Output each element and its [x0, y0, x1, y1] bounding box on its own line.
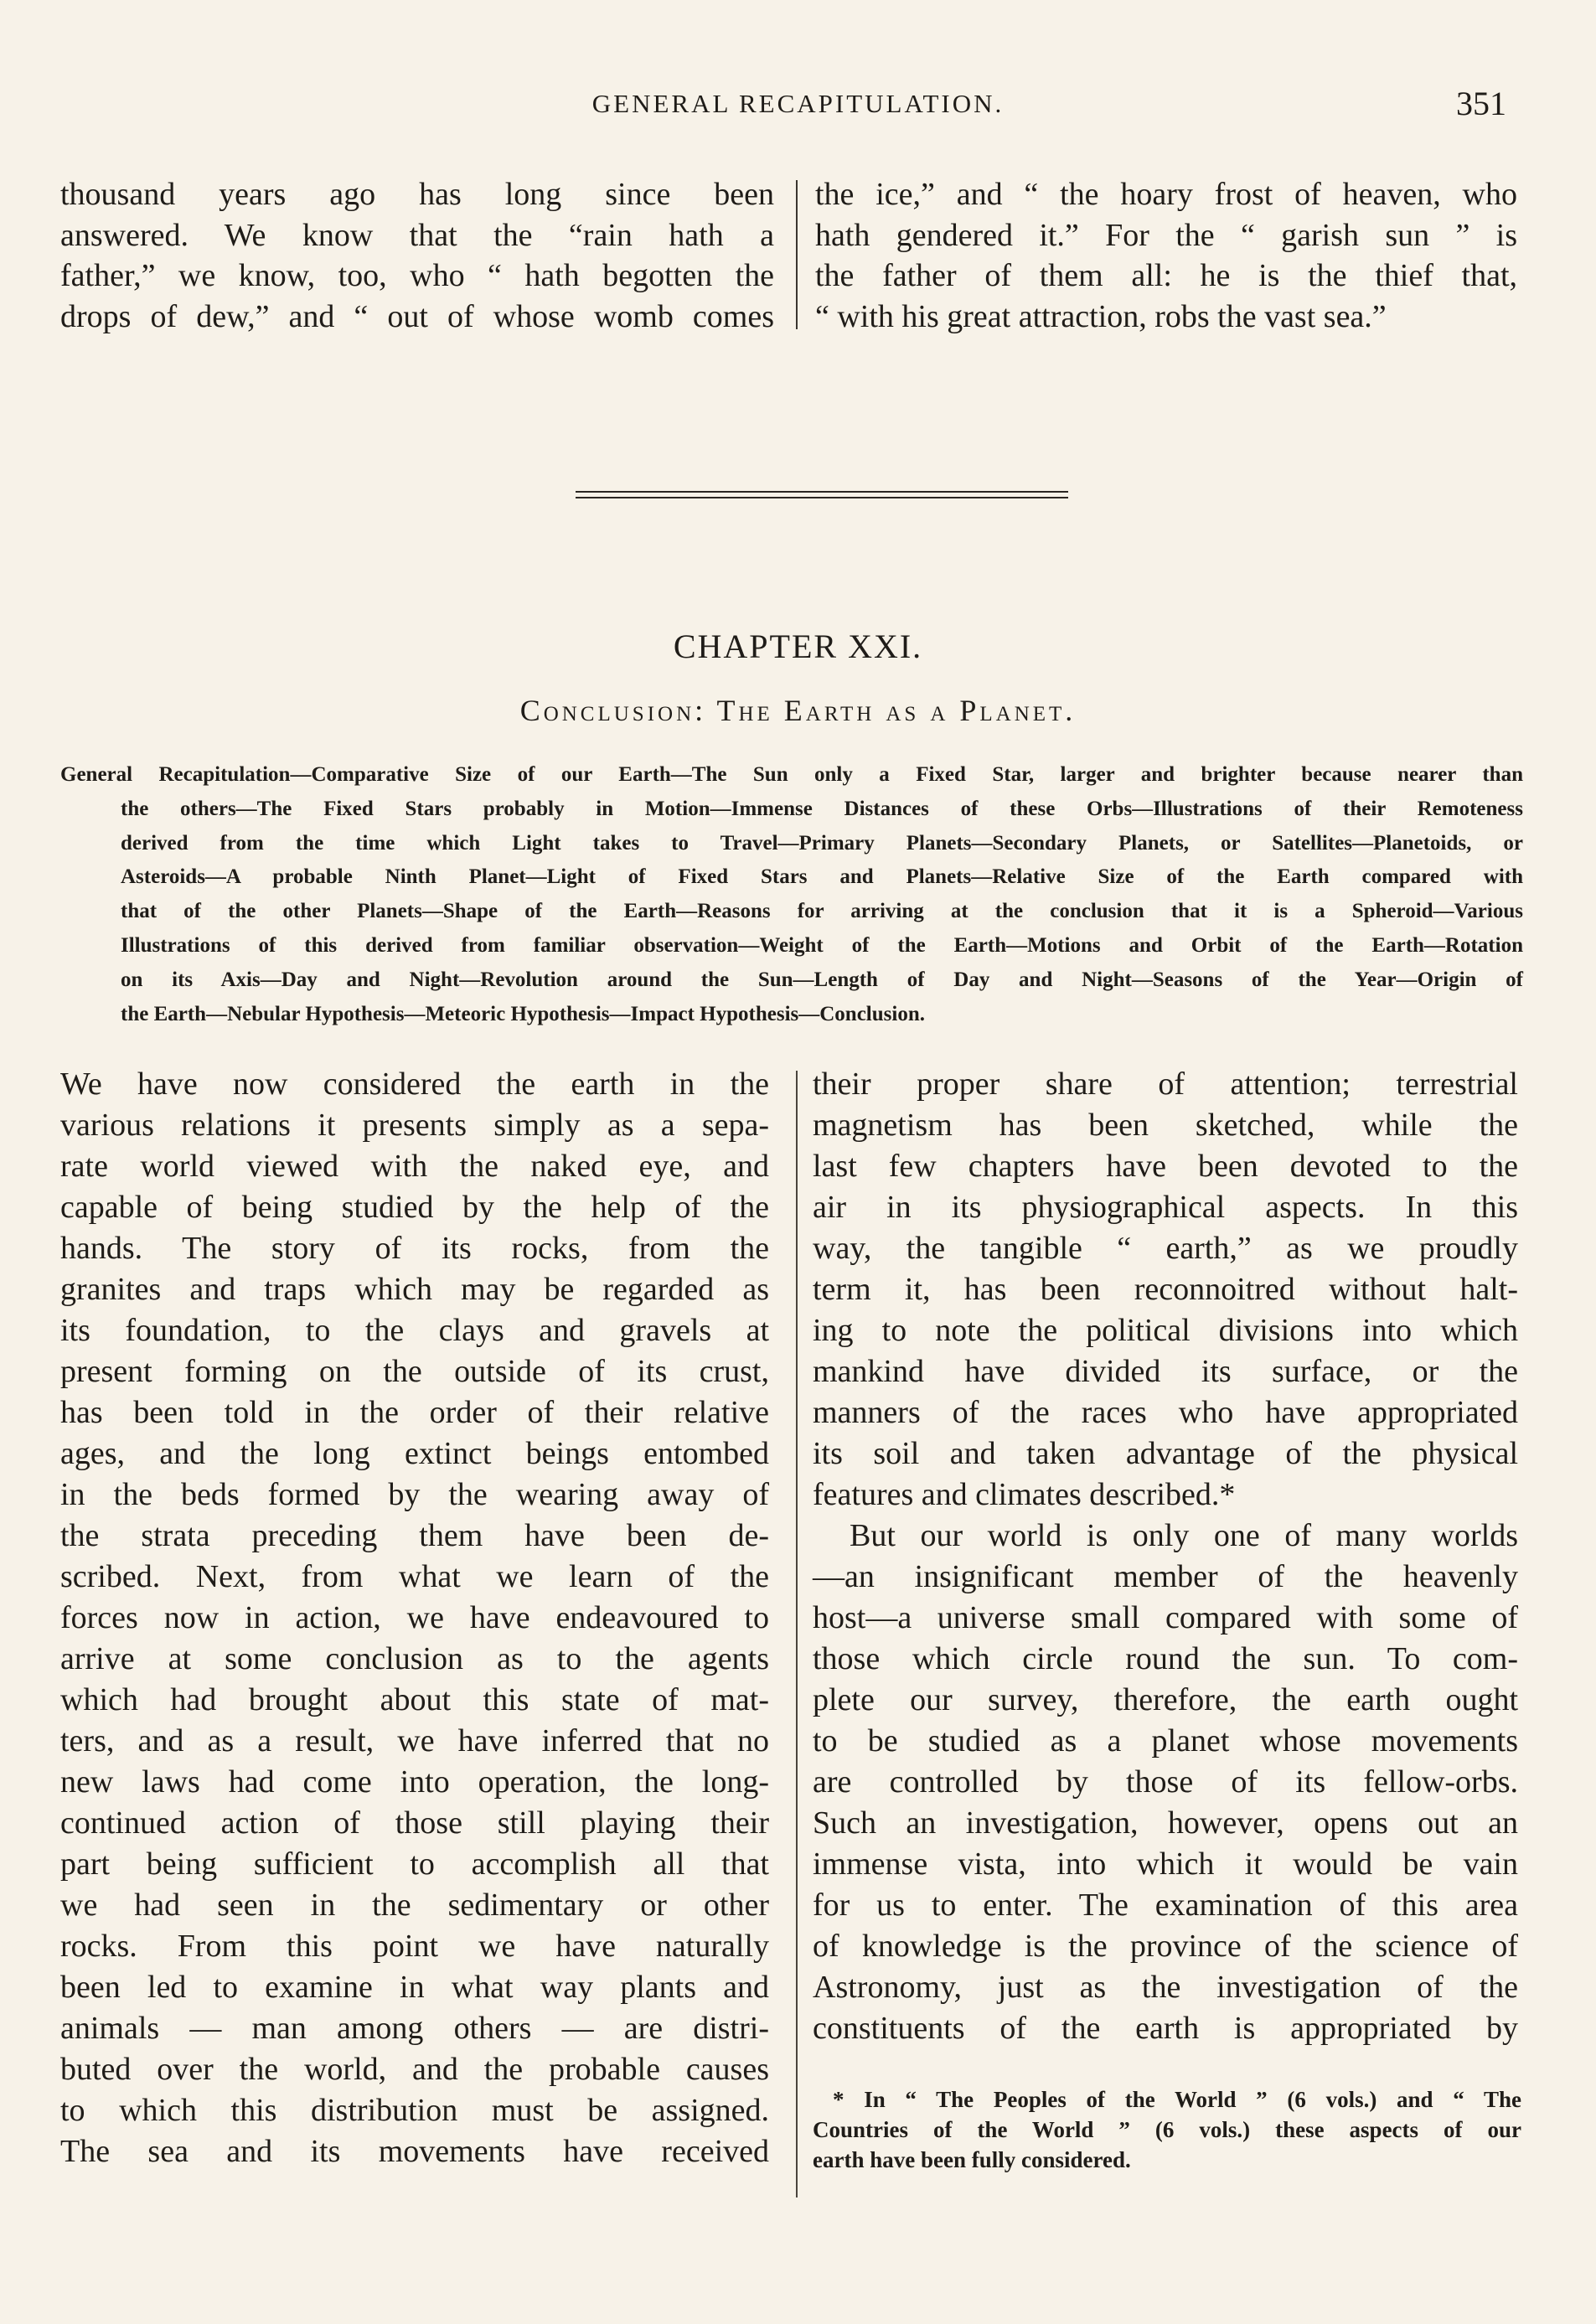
text-line: way, the tangible “ earth,” as we proudly: [813, 1231, 1518, 1266]
text-line: for us to enter. The examination of this area: [813, 1888, 1518, 1923]
text-line: immense vista, into which it would be vain: [813, 1846, 1518, 1882]
text-line: host—a universe small compared with some of: [813, 1600, 1518, 1635]
previous-section-right-column: [815, 174, 1517, 337]
text-line: its foundation, to the clays and gravels at: [60, 1313, 769, 1348]
section-rule: [576, 491, 1068, 493]
text-line: the father of them all: he is the thief that,: [815, 258, 1517, 293]
column-divider: [796, 1071, 798, 2197]
text-line: magnetism has been sketched, while the: [813, 1108, 1518, 1143]
text-line: various relations it presents simply as a sepa-: [60, 1108, 769, 1143]
text-line: mankind have divided its surface, or the: [813, 1354, 1518, 1389]
text-line: features and climates described.*: [813, 1477, 1236, 1512]
text-line: which had brought about this state of mat-: [60, 1682, 769, 1717]
text-line: The sea and its movements have received: [60, 2134, 769, 2169]
column-divider: [796, 180, 798, 329]
text-line: the strata preceding them have been de-: [60, 1518, 769, 1553]
text-line: buted over the world, and the probable causes: [60, 2052, 769, 2087]
text-line: been led to examine in what way plants and: [60, 1970, 769, 2005]
text-line: But our world is only one of many worlds: [850, 1518, 1518, 1553]
body-right-column: [813, 1064, 1518, 2049]
footnote-line: * In “ The Peoples of the World ” (6 vols.) and “ The: [833, 2087, 1521, 2112]
text-line: part being sufficient to accomplish all that: [60, 1846, 769, 1882]
text-line: ages, and the long extinct beings entombed: [60, 1436, 769, 1471]
synopsis-line: Illustrations of this derived from familiar observation—Weight of the Earth—Motions and Orbit of the Earth—Rotation: [121, 933, 1523, 957]
text-line: animals — man among others — are distri-: [60, 2011, 769, 2046]
body-left-column: [60, 1064, 769, 2172]
running-head: GENERAL RECAPITULATION.: [591, 89, 1005, 118]
text-line: manners of the races who have appropriated: [813, 1395, 1518, 1430]
text-line: forces now in action, we have endeavoured to: [60, 1600, 769, 1635]
text-line: rate world viewed with the naked eye, and: [60, 1149, 769, 1184]
text-line: in the beds formed by the wearing away of: [60, 1477, 769, 1512]
text-line: drops of dew,” and “ out of whose womb comes: [60, 298, 774, 334]
text-line: constituents of the earth is appropriated by: [813, 2011, 1518, 2046]
footnote: [813, 2084, 1521, 2175]
text-line: present forming on the outside of its crust,: [60, 1354, 769, 1389]
text-line: continued action of those still playing their: [60, 1805, 769, 1841]
text-line: plete our survey, therefore, the earth ought: [813, 1682, 1518, 1717]
text-line: to which this distribution must be assigned.: [60, 2093, 769, 2128]
text-line: term it, has been reconnoitred without halt-: [813, 1272, 1518, 1307]
synopsis-line: General Recapitulation—Comparative Size of our Earth—The Sun only a Fixed Star, larger and brighter because nearer than: [60, 763, 1523, 786]
text-line: father,” we know, too, who “ hath begotten the: [60, 258, 774, 293]
chapter-synopsis: [60, 758, 1523, 1031]
text-line: hands. The story of its rocks, from the: [60, 1231, 769, 1266]
text-line: last few chapters have been devoted to the: [813, 1149, 1518, 1184]
text-line: its soil and taken advantage of the physical: [813, 1436, 1518, 1471]
text-line: their proper share of attention; terrestrial: [813, 1066, 1518, 1102]
text-line: thousand years ago has long since been: [60, 177, 774, 212]
chapter-title: CHAPTER XXI.: [673, 627, 923, 665]
text-line: of knowledge is the province of the science of: [813, 1929, 1518, 1964]
text-line: arrive at some conclusion as to the agents: [60, 1641, 769, 1676]
text-line: new laws had come into operation, the long-: [60, 1764, 769, 1800]
synopsis-line: that of the other Planets—Shape of the Earth—Reasons for arriving at the conclusion that it is a Spheroid—Various: [121, 900, 1523, 923]
text-line: Astronomy, just as the investigation of the: [813, 1970, 1518, 2005]
text-line: has been told in the order of their relative: [60, 1395, 769, 1430]
text-line: hath gendered it.” For the “ garish sun ” is: [815, 217, 1517, 253]
synopsis-line: the Earth—Nebular Hypothesis—Meteoric Hypothesis—Impact Hypothesis—Conclusion.: [121, 1002, 925, 1025]
text-line: capable of being studied by the help of the: [60, 1190, 769, 1225]
text-line: —an insignificant member of the heavenly: [813, 1559, 1518, 1594]
footnote-line: Countries of the World ” (6 vols.) these aspects of our: [813, 2117, 1521, 2142]
text-line: scribed. Next, from what we learn of the: [60, 1559, 769, 1594]
text-line: air in its physiographical aspects. In this: [813, 1190, 1518, 1225]
synopsis-line: derived from the time which Light takes to Travel—Primary Planets—Secondary Planets, or Satellites—Planetoids, or: [121, 831, 1523, 855]
text-line: are controlled by those of its fellow-orbs.: [813, 1764, 1518, 1800]
text-line: ters, and as a result, we have inferred that no: [60, 1723, 769, 1758]
page-number: 351: [1456, 85, 1506, 122]
text-line: rocks. From this point we have naturally: [60, 1929, 769, 1964]
text-line: those which circle round the sun. To com-: [813, 1641, 1518, 1676]
synopsis-line: the others—The Fixed Stars probably in Motion—Immense Distances of these Orbs—Illustrations of their Remoteness: [121, 797, 1523, 820]
text-line: to be studied as a planet whose movements: [813, 1723, 1518, 1758]
text-line: “ with his great attraction, robs the vast sea.”: [815, 298, 1387, 334]
section-rule: [576, 497, 1068, 498]
text-line: Such an investigation, however, opens out an: [813, 1805, 1518, 1841]
text-line: we had seen in the sedimentary or other: [60, 1888, 769, 1923]
synopsis-line: Asteroids—A probable Ninth Planet—Light of Fixed Stars and Planets—Relative Size of the Earth compared with: [121, 865, 1523, 889]
chapter-subtitle: Conclusion: The Earth as a Planet.: [519, 694, 1077, 727]
synopsis-line: on its Axis—Day and Night—Revolution around the Sun—Length of Day and Night—Seasons of the Year—Origin of: [121, 968, 1523, 991]
text-line: We have now considered the earth in the: [60, 1066, 769, 1102]
text-line: answered. We know that the “rain hath a: [60, 217, 774, 253]
text-line: granites and traps which may be regarded as: [60, 1272, 769, 1307]
text-line: the ice,” and “ the hoary frost of heaven, who: [815, 177, 1517, 212]
footnote-line: earth have been fully considered.: [813, 2147, 1131, 2172]
previous-section-left-column: [60, 174, 774, 337]
text-line: ing to note the political divisions into which: [813, 1313, 1518, 1348]
